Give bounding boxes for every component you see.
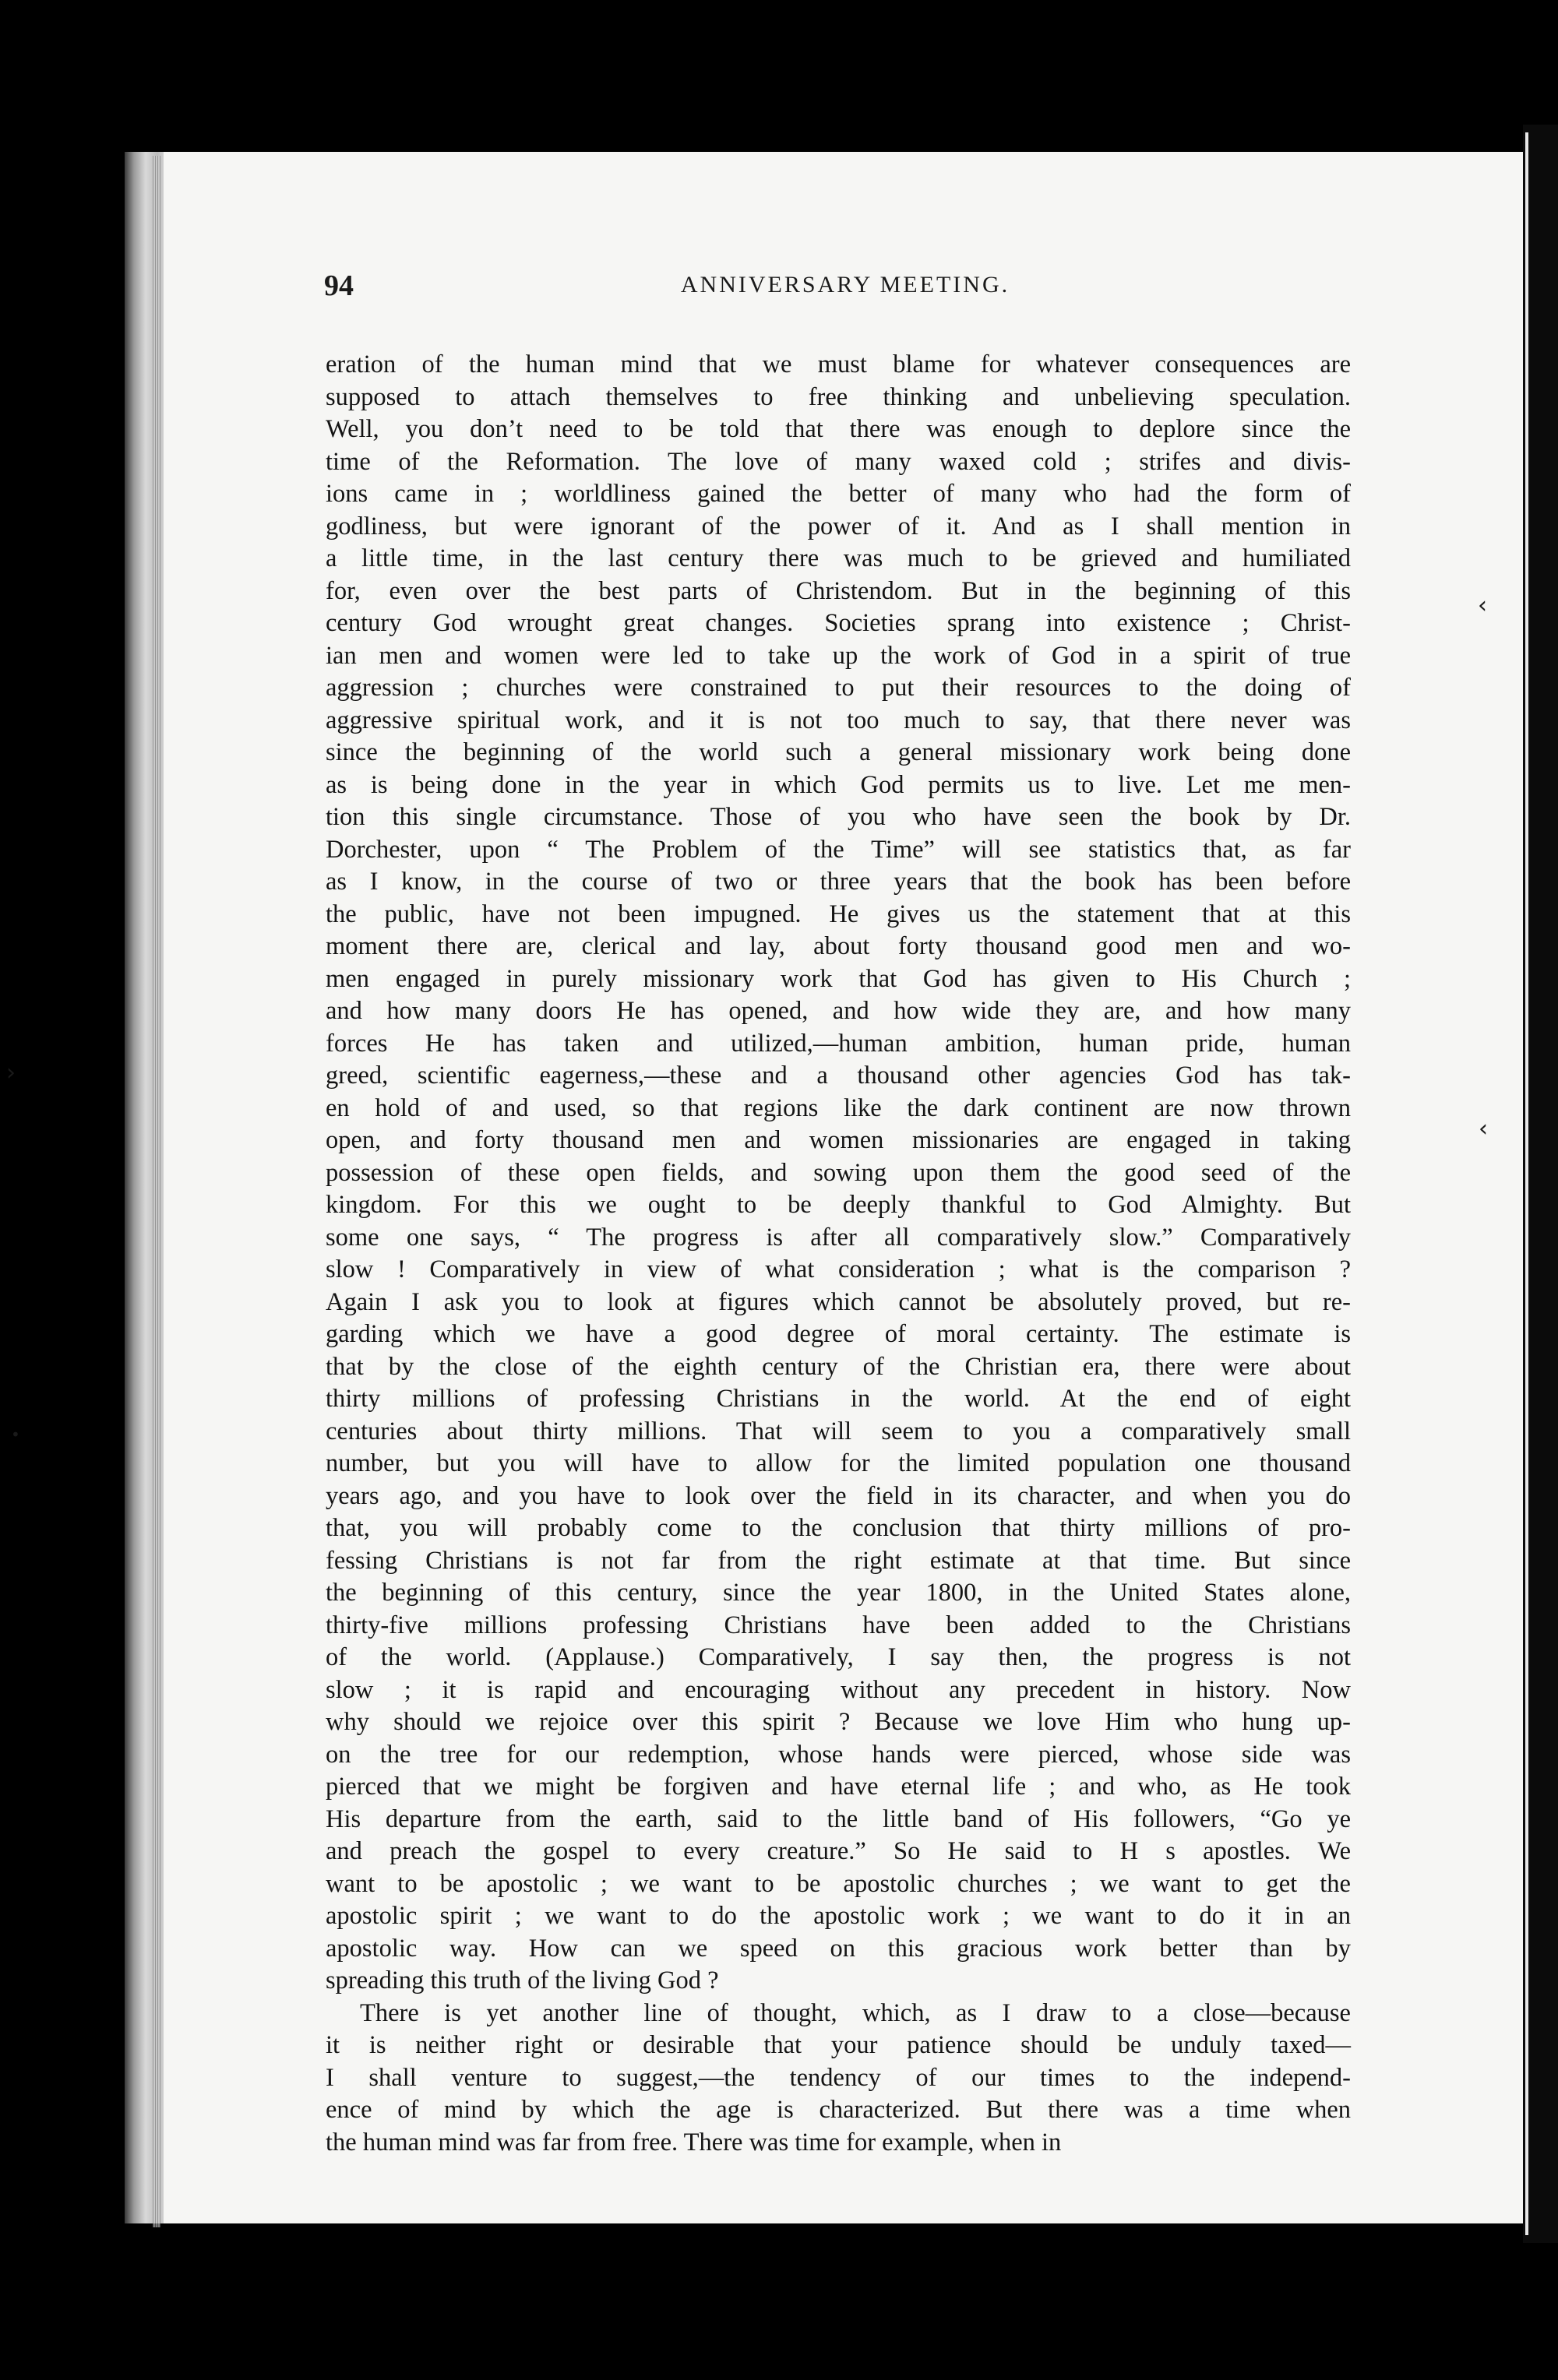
margin-mark: ‹: [1478, 592, 1487, 619]
text-line: apostolic spirit ; we want to do the apostolic work ; we want to do it in an: [326, 1902, 1351, 1930]
text-line: ian men and women were led to take up the work of God in a spirit of true: [326, 641, 1351, 670]
text-line: kingdom. For this we ought to be deeply thankful to God Almighty. But: [326, 1191, 1351, 1219]
text-line: a little time, in the last century there was much to be grieved and humiliated: [326, 544, 1351, 572]
text-line: There is yet another line of thought, which, as I draw to a close—because: [360, 1998, 1351, 2027]
text-line: slow ! Comparatively in view of what consideration ; what is the comparison ?: [326, 1255, 1351, 1283]
margin-mark: ›: [6, 1059, 16, 1086]
text-line: the public, have not been impugned. He gives us the statement that at this: [326, 900, 1351, 928]
text-line: spreading this truth of the living God ?: [326, 1966, 719, 1994]
text-line: of the world. (Applause.) Comparatively, I say then, the progress is not: [326, 1643, 1351, 1671]
text-line: godliness, but were ignorant of the power of it. And as I shall mention in: [326, 512, 1351, 540]
page-stack-edge: [153, 156, 160, 2227]
margin-mark: •: [11, 1425, 20, 1444]
text-line: men engaged in purely missionary work that God has given to His Church ;: [326, 964, 1351, 993]
text-line: and preach the gospel to every creature.” So He said to H s apostles. We: [326, 1837, 1351, 1865]
text-line: and how many doors He has opened, and how wide they are, and how many: [326, 997, 1351, 1025]
text-line: ions came in ; worldliness gained the better of many who had the form of: [326, 480, 1351, 508]
paragraph: [326, 349, 1351, 1998]
text-line: as is being done in the year in which God permits us to live. Let me men-: [326, 770, 1351, 799]
text-line: garding which we have a good degree of moral certainty. The estimate is: [326, 1320, 1351, 1348]
text-line: since the beginning of the world such a general missionary work being done: [326, 738, 1351, 766]
text-line: possession of these open fields, and sowing upon them the good seed of the: [326, 1158, 1351, 1187]
paragraph: [326, 1998, 1351, 2160]
text-line: forces He has taken and utilized,—human ambition, human pride, human: [326, 1029, 1351, 1058]
text-line: thirty millions of professing Christians in the world. At the end of eight: [326, 1385, 1351, 1413]
running-head: ANNIVERSARY MEETING.: [680, 272, 1010, 298]
text-line: moment there are, clerical and lay, about forty thousand good men and wo-: [326, 932, 1351, 960]
text-line: the human mind was far from free. There was time for example, when in: [326, 2128, 1062, 2156]
text-line: it is neither right or desirable that your patience should be unduly taxed—: [326, 2031, 1351, 2059]
text-line: want to be apostolic ; we want to be apostolic churches ; we want to get the: [326, 1869, 1351, 1898]
text-line: as I know, in the course of two or three years that the book has been before: [326, 868, 1351, 896]
text-line: the beginning of this century, since the year 1800, in the United States alone,: [326, 1579, 1351, 1607]
text-line: for, even over the best parts of Christendom. But in the beginning of this: [326, 576, 1351, 605]
body-text: [326, 349, 1351, 2159]
text-line: aggression ; churches were constrained to put their resources to the doing of: [326, 674, 1351, 702]
text-line: fessing Christians is not far from the right estimate at that time. But since: [326, 1546, 1351, 1575]
text-line: pierced that we might be forgiven and have eternal life ; and who, as He took: [326, 1773, 1351, 1801]
text-line: Again I ask you to look at figures which cannot be absolutely proved, but re-: [326, 1287, 1351, 1316]
text-line: en hold of and used, so that regions like the dark continent are now thrown: [326, 1093, 1351, 1122]
text-line: that by the close of the eighth century of the Christian era, there were about: [326, 1352, 1351, 1381]
facing-page-edge: [1525, 132, 1528, 2235]
text-line: number, but you will have to allow for the limited population one thousand: [326, 1449, 1351, 1477]
text-line: I shall venture to suggest,—the tendency of our times to the independ-: [326, 2063, 1351, 2092]
text-line: open, and forty thousand men and women missionaries are engaged in taking: [326, 1126, 1351, 1154]
text-line: aggressive spiritual work, and it is not too much to say, that there never was: [326, 706, 1351, 734]
text-line: His departure from the earth, said to the little band of His followers, “Go ye: [326, 1804, 1351, 1833]
text-line: Well, you don’t need to be told that there was enough to deplore since the: [326, 415, 1351, 443]
text-line: apostolic way. How can we speed on this gracious work better than by: [326, 1934, 1351, 1963]
text-line: time of the Reformation. The love of many waxed cold ; strifes and divis-: [326, 447, 1351, 476]
text-line: slow ; it is rapid and encouraging without any precedent in history. Now: [326, 1675, 1351, 1704]
text-line: supposed to attach themselves to free thinking and unbelieving speculation.: [326, 382, 1351, 411]
text-line: Dorchester, upon “ The Problem of the Time” will see statistics that, as far: [326, 835, 1351, 864]
text-line: years ago, and you have to look over the field in its character, and when you do: [326, 1481, 1351, 1510]
text-line: thirty-five millions professing Christians have been added to the Christians: [326, 1611, 1351, 1639]
text-line: ence of mind by which the age is characterized. But there was a time when: [326, 2096, 1351, 2124]
text-line: greed, scientific eagerness,—these and a thousand other agencies God has tak-: [326, 1061, 1351, 1090]
text-line: eration of the human mind that we must blame for whatever consequences are: [326, 350, 1351, 378]
text-line: that, you will probably come to the conclusion that thirty millions of pro-: [326, 1514, 1351, 1542]
text-line: on the tree for our redemption, whose hands were pierced, whose side was: [326, 1740, 1351, 1769]
text-line: century God wrought great changes. Societies sprang into existence ; Christ-: [326, 609, 1351, 637]
margin-mark: ‹: [1479, 1115, 1488, 1142]
page-number: 94: [324, 269, 354, 302]
page-header: [324, 269, 1351, 308]
text-line: tion this single circumstance. Those of you who have seen the book by Dr.: [326, 803, 1351, 831]
text-line: centuries about thirty millions. That will seem to you a comparatively small: [326, 1417, 1351, 1445]
text-line: why should we rejoice over this spirit ? Because we love Him who hung up-: [326, 1708, 1351, 1736]
text-line: some one says, “ The progress is after all comparatively slow.” Comparatively: [326, 1223, 1351, 1252]
